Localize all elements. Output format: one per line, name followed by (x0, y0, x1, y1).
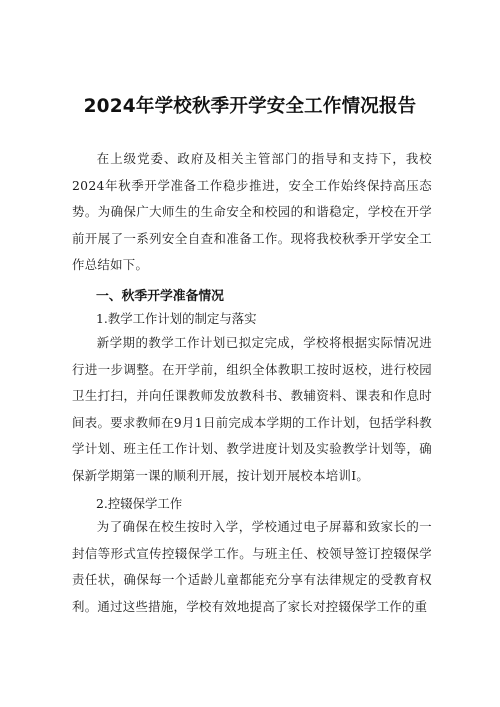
document-title: 2024年学校秋季开学安全工作情况报告 (83, 96, 417, 117)
item2-paragraph: 为了确保在校生按时入学，学校通过电子屏幕和致家长的一封信等形式宣传控辍保学工作。与班主任、校领导签订控辍保学责任状，确保每一个适龄儿童都能充分享有法律规定的受教育权利。通过这些措施，学校有效地提高了家长对控辍保学工作的重 (72, 519, 432, 614)
intro-paragraph: 在上级党委、政府及相关主管部门的指导和支持下，我校2024年秋季开学准备工作稳步推进，安全工作始终保持高压态势。为确保广大师生的生命安全和校园的和谐稳定，学校在开学前开展了一系列安全自查和准备工作。现将我校秋季开学安全工作总结如下。 (72, 151, 432, 272)
item2-title: 2.控辍保学工作 (96, 496, 183, 511)
item1-paragraph: 新学期的教学工作计划已拟定完成，学校将根据实际情况进行进一步调整。在开学前，组织全体教职工按时返校，进行校园卫生打扫，并向任课教师发放教科书、教辅资料、课表和作息时间表。要求教师在9月1日前完成本学期的工作计划，包括学科教学计划、班主任工作计划、教学进度计划及实验教学计划等，确保新学期第一课的顺利开展，按计划开展校本培训I。 (72, 335, 432, 483)
item1-title: 1.教学工作计划的制定与落实 (96, 311, 257, 326)
section-heading: 一、秋季开学准备情况 (96, 289, 224, 304)
